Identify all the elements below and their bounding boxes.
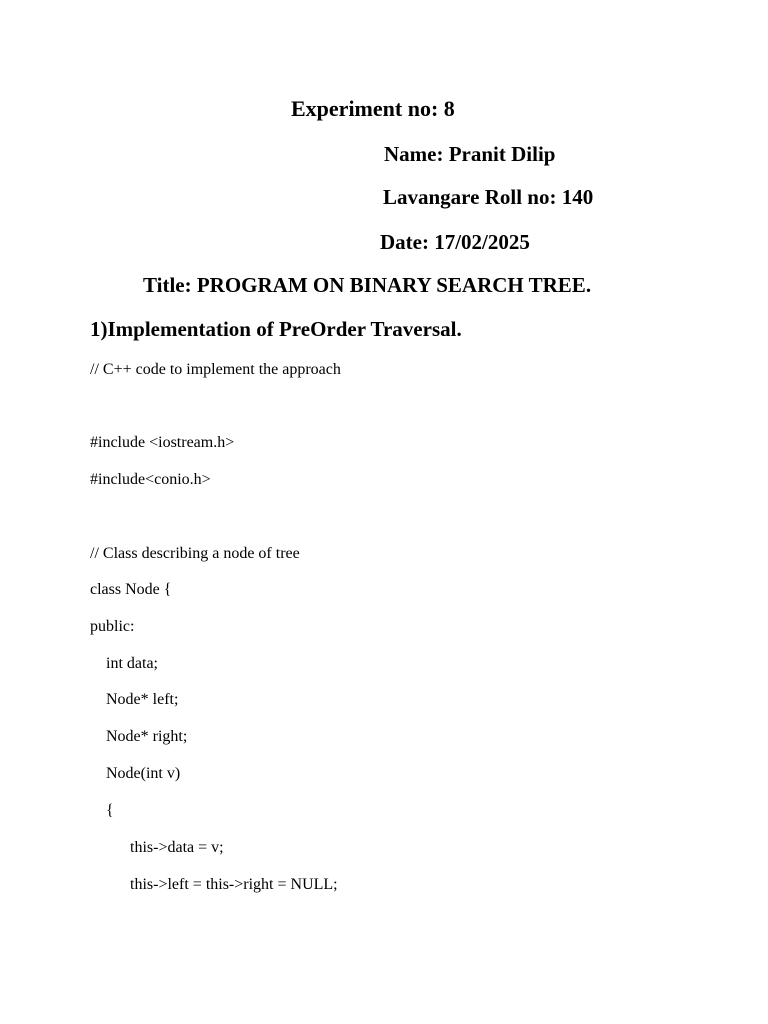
code-line: Node* left; <box>90 691 179 708</box>
code-line: public: <box>90 618 135 635</box>
code-line: this->data = v; <box>90 839 224 856</box>
code-line: this->left = this->right = NULL; <box>90 876 338 893</box>
roll-number: Lavangare Roll no: 140 <box>383 185 594 209</box>
code-line: // Class describing a node of tree <box>90 545 300 562</box>
experiment-number: Experiment no: 8 <box>291 96 455 121</box>
student-name: Name: Pranit Dilip <box>384 142 556 166</box>
experiment-date: Date: 17/02/2025 <box>380 230 530 254</box>
document-title: Title: PROGRAM ON BINARY SEARCH TREE. <box>143 273 592 297</box>
code-line: // C++ code to implement the approach <box>90 361 341 378</box>
code-line: #include <iostream.h> <box>90 434 235 451</box>
code-line: { <box>90 802 114 819</box>
code-line: class Node { <box>90 581 172 598</box>
code-line: Node(int v) <box>90 765 181 782</box>
code-line: #include<conio.h> <box>90 471 211 488</box>
code-line: int data; <box>90 655 158 672</box>
section-heading: 1)Implementation of PreOrder Traversal. <box>90 317 462 341</box>
code-line: Node* right; <box>90 728 188 745</box>
